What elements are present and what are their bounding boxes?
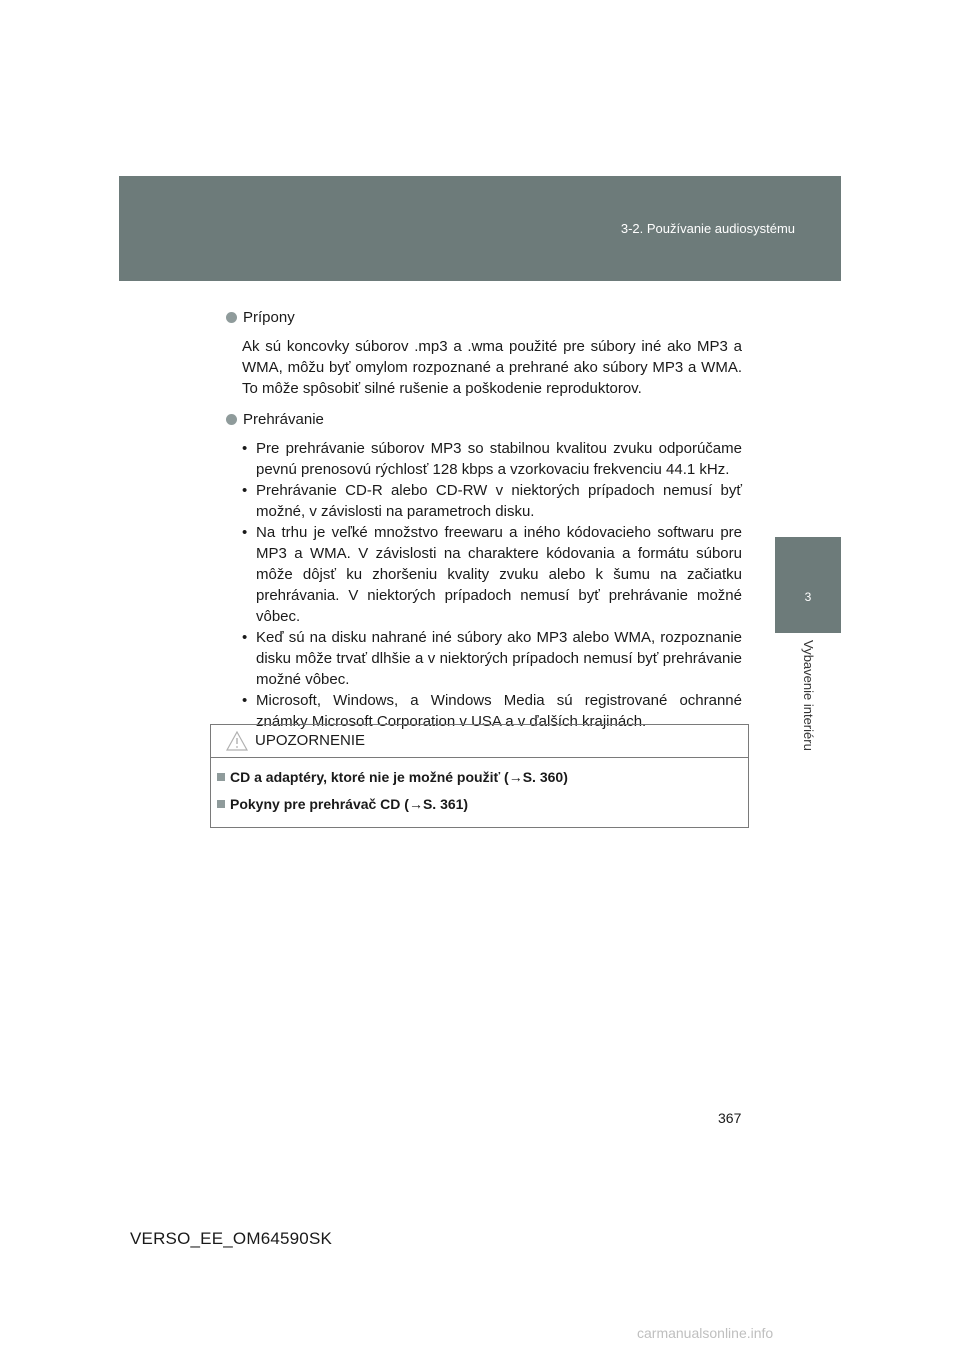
list-item: • Na trhu je veľké množstvo freewaru a iného kódovacieho softwaru pre MP3 a WMA. V závislosti na charaktere kódovania a formátu súboru môže dôjsť ku zhoršeniu kvality zvuku alebo k šumu na začiatku prehrávania. V niektorých prípadoch nemusí byť prehrávanie možné vôbec. (242, 524, 742, 625)
section-title: 3-2. Používanie audiosystému (620, 221, 795, 236)
warning-title: UPOZORNENIE (255, 732, 366, 749)
section-heading-pripony (226, 307, 742, 328)
page-number: 367 (718, 1110, 742, 1126)
warning-header (211, 725, 748, 758)
heading-text: Prehrávanie (243, 411, 324, 428)
list-item: • Microsoft, Windows, a Windows Media sú registrované ochranné známky Microsoft Corporation v USA a v ďalších krajinách. (242, 692, 742, 730)
watermark-text: carmanualsonline.info (637, 1325, 774, 1341)
list-item: • Keď sú na disku nahrané iné súbory ako MP3 alebo WMA, rozpoznanie disku môže trvať dlhšie a v niektorých prípadoch nemusí byť prehrávanie možné vôbec. (242, 629, 742, 688)
list-item: • Pre prehrávanie súborov MP3 so stabilnou kvalitou zvuku odporúčame pevnú prenosovú rýchlosť 128 kbps a vzorkovaciu frekvenciu 44.1 kHz. (242, 440, 742, 478)
warning-triangle-icon (226, 731, 248, 751)
warning-item: Pokyny pre prehrávač CD (→S. 361) (217, 796, 468, 812)
circle-bullet-icon (226, 312, 237, 323)
circle-bullet-icon (226, 414, 237, 425)
main-content (226, 307, 742, 732)
chapter-tab (775, 537, 841, 633)
section-heading-prehravanie (226, 409, 742, 430)
header-band (119, 176, 841, 281)
chapter-number: 3 (804, 590, 812, 604)
footer-code: VERSO_EE_OM64590SK (130, 1229, 333, 1248)
square-bullet-icon (217, 800, 225, 808)
warning-item: CD a adaptéry, ktoré nie je možné použiť (→S. 360) (217, 769, 568, 785)
playback-list (240, 438, 742, 732)
paragraph-pripony: Ak sú koncovky súborov .mp3 a .wma použité pre súbory iné ako MP3 a WMA, môžu byť omylom rozpoznané a prehrané ako súbory MP3 a WMA. To môže spôsobiť silné rušenie a poškodenie reproduktorov. (242, 338, 742, 397)
warning-box (210, 724, 749, 828)
list-item: • Prehrávanie CD-R alebo CD-RW v niektorých prípadoch nemusí byť možné, v závislosti na parametroch disku. (242, 482, 742, 520)
square-bullet-icon (217, 773, 225, 781)
heading-text: Prípony (243, 309, 295, 326)
chapter-label: Vybavenie interiéru (801, 640, 816, 751)
